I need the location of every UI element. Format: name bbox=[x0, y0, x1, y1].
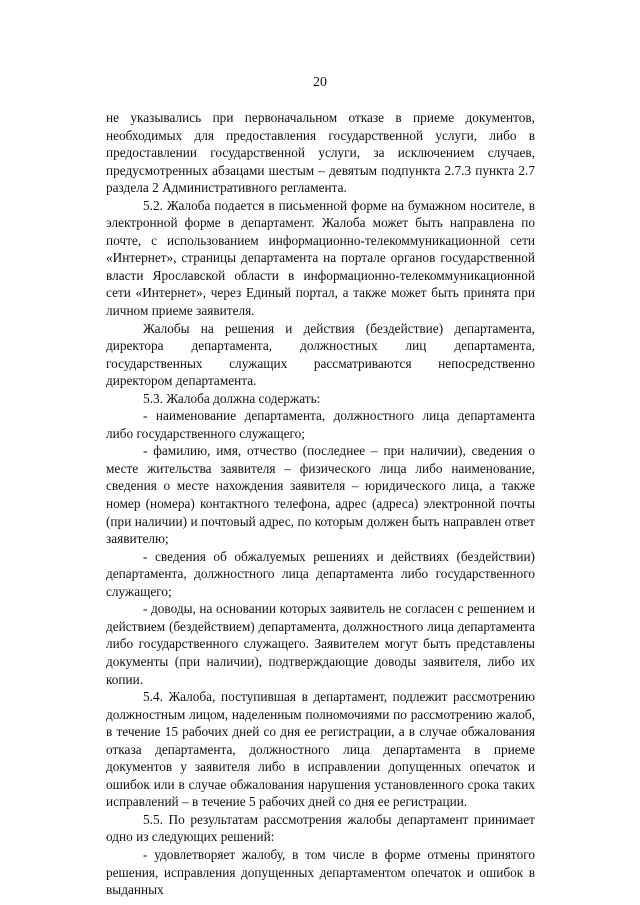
paragraph-5-2: 5.2. Жалоба подается в письменной форме на бумажном носителе, в электронной форме в департамент. Жалоба может быть направлена по почте, с использованием информационно-телекоммуникационной сети «Интернет», страницы департамента на портале органов государственной власти Ярославской области в информационно-телекоммуникационной сети «Интернет», через Единый портал, а также может быть принята при личном приеме заявителя. bbox=[106, 197, 535, 319]
document-body bbox=[106, 109, 535, 899]
paragraph-5-5: 5.5. По результатам рассмотрения жалобы департамент принимает одно из следующих решений: bbox=[106, 811, 535, 845]
paragraph-continuation: не указывались при первоначальном отказе в приеме документов, необходимых для предоставления государственной услуги, либо в предоставлении государственной услуги, за исключением случаев, предусмотренных абзацами шестым – девятым подпункта 2.7.3 пункта 2.7 раздела 2 Административного регламента. bbox=[106, 110, 535, 196]
paragraph-complaints-review: Жалобы на решения и действия (бездействие) департамента, директора департамента, должностных лиц департамента, государственных служащих рассматриваются непосредственно директором департамента. bbox=[106, 320, 535, 389]
list-item-satisfy-complaint: - удовлетворяет жалобу, в том числе в форме отмены принятого решения, исправления допущенных департаментом опечаток и ошибок в выданных bbox=[106, 846, 535, 898]
paragraph-5-3: 5.3. Жалоба должна содержать: bbox=[143, 390, 321, 406]
list-item-appealed-decisions: - сведения об обжалуемых решениях и действиях (бездействии) департамента, должностного лица департамента либо государственного служащего; bbox=[106, 548, 535, 599]
list-item-applicant-details: - фамилию, имя, отчество (последнее – при наличии), сведения о месте жительства заявителя – физического лица либо наименование, сведения о месте нахождения заявителя – юридического лица, а также номер (номера) контактного телефона, адрес (адреса) электронной почты (при наличии) и почтовый адрес, по которым должен быть направлен ответ заявителю; bbox=[106, 443, 535, 547]
page-number: 20 bbox=[313, 75, 327, 90]
paragraph-5-4: 5.4. Жалоба, поступившая в департамент, подлежит рассмотрению должностным лицом, наделенным полномочиями по рассмотрению жалоб, в течение 15 рабочих дней со дня ее регистрации, а в случае обжалования отказа департамента, должностного лица департамента в приеме документов у заявителя либо в исправлении допущенных опечаток и ошибок или в случае обжалования нарушения установленного срока таких исправлений – в течение 5 рабочих дней со дня ее регистрации. bbox=[106, 689, 535, 810]
list-item-department-name: - наименование департамента, должностного лица департамента либо государственного служащего; bbox=[106, 408, 535, 441]
list-item-arguments: - доводы, на основании которых заявитель не согласен с решением и действием (бездействием) департамента, должностного лица департамента либо государственного служащего. Заявителем могут быть представлены документы (при наличии), подтверждающие доводы заявителя, либо их копии. bbox=[106, 601, 535, 687]
